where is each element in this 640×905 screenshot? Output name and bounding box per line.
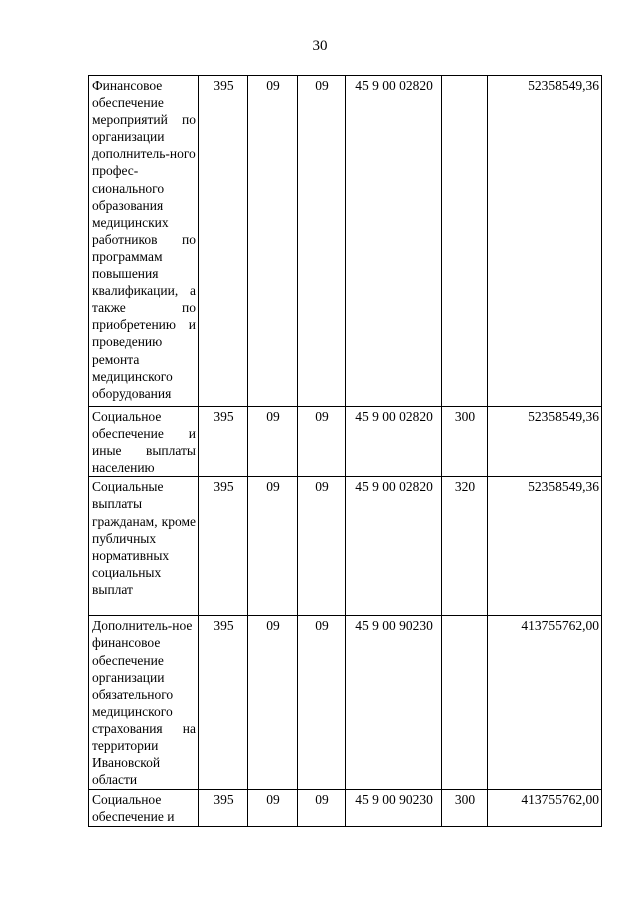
- subsection-code-cell: 09: [298, 407, 346, 477]
- target-article-cell: 45 9 00 02820: [346, 407, 442, 477]
- row-name-cell: Социальные выплаты гражданам, кроме публичных нормативных социальных выплат: [89, 477, 199, 616]
- table-row: [89, 76, 602, 407]
- subsection-code-cell: 09: [298, 616, 346, 790]
- subsection-code-cell: 09: [298, 790, 346, 826]
- target-article-cell: 45 9 00 90230: [346, 790, 442, 826]
- amount-cell: 413755762,00: [488, 616, 602, 790]
- ministry-code-cell: 395: [199, 76, 248, 407]
- section-code-cell: 09: [248, 477, 298, 616]
- section-code-cell: 09: [248, 616, 298, 790]
- expense-type-cell: 300: [442, 790, 488, 826]
- table-row: [89, 790, 602, 826]
- page-number: 30: [312, 38, 328, 54]
- budget-table: [88, 75, 602, 827]
- row-name-cell: Социальное обеспечение и: [89, 790, 199, 826]
- ministry-code-cell: 395: [199, 477, 248, 616]
- target-article-cell: 45 9 00 90230: [346, 616, 442, 790]
- ministry-code-cell: 395: [199, 407, 248, 477]
- expense-type-cell: [442, 76, 488, 407]
- expense-type-cell: 300: [442, 407, 488, 477]
- amount-cell: 52358549,36: [488, 407, 602, 477]
- amount-cell: 52358549,36: [488, 76, 602, 407]
- row-name-cell: Финансовое обеспечение мероприятий по организации дополнитель-ного профес-сионального образования медицинских работников по программам повышения квалификации, а также по приобретению и проведению ремонта медицинского оборудования: [89, 76, 199, 407]
- row-name-cell: Социальное обеспечение и иные выплаты населению: [89, 407, 199, 477]
- table-row: [89, 407, 602, 477]
- section-code-cell: 09: [248, 407, 298, 477]
- target-article-cell: 45 9 00 02820: [346, 76, 442, 407]
- section-code-cell: 09: [248, 76, 298, 407]
- target-article-cell: 45 9 00 02820: [346, 477, 442, 616]
- section-code-cell: 09: [248, 790, 298, 826]
- row-name-cell: Дополнитель-ное финансовое обеспечение организации обязательного медицинского страхования на территории Ивановской области: [89, 616, 199, 790]
- ministry-code-cell: 395: [199, 790, 248, 826]
- subsection-code-cell: 09: [298, 76, 346, 407]
- table-row: [89, 616, 602, 790]
- expense-type-cell: 320: [442, 477, 488, 616]
- ministry-code-cell: 395: [199, 616, 248, 790]
- subsection-code-cell: 09: [298, 477, 346, 616]
- amount-cell: 413755762,00: [488, 790, 602, 826]
- table-row: [89, 477, 602, 616]
- amount-cell: 52358549,36: [488, 477, 602, 616]
- expense-type-cell: [442, 616, 488, 790]
